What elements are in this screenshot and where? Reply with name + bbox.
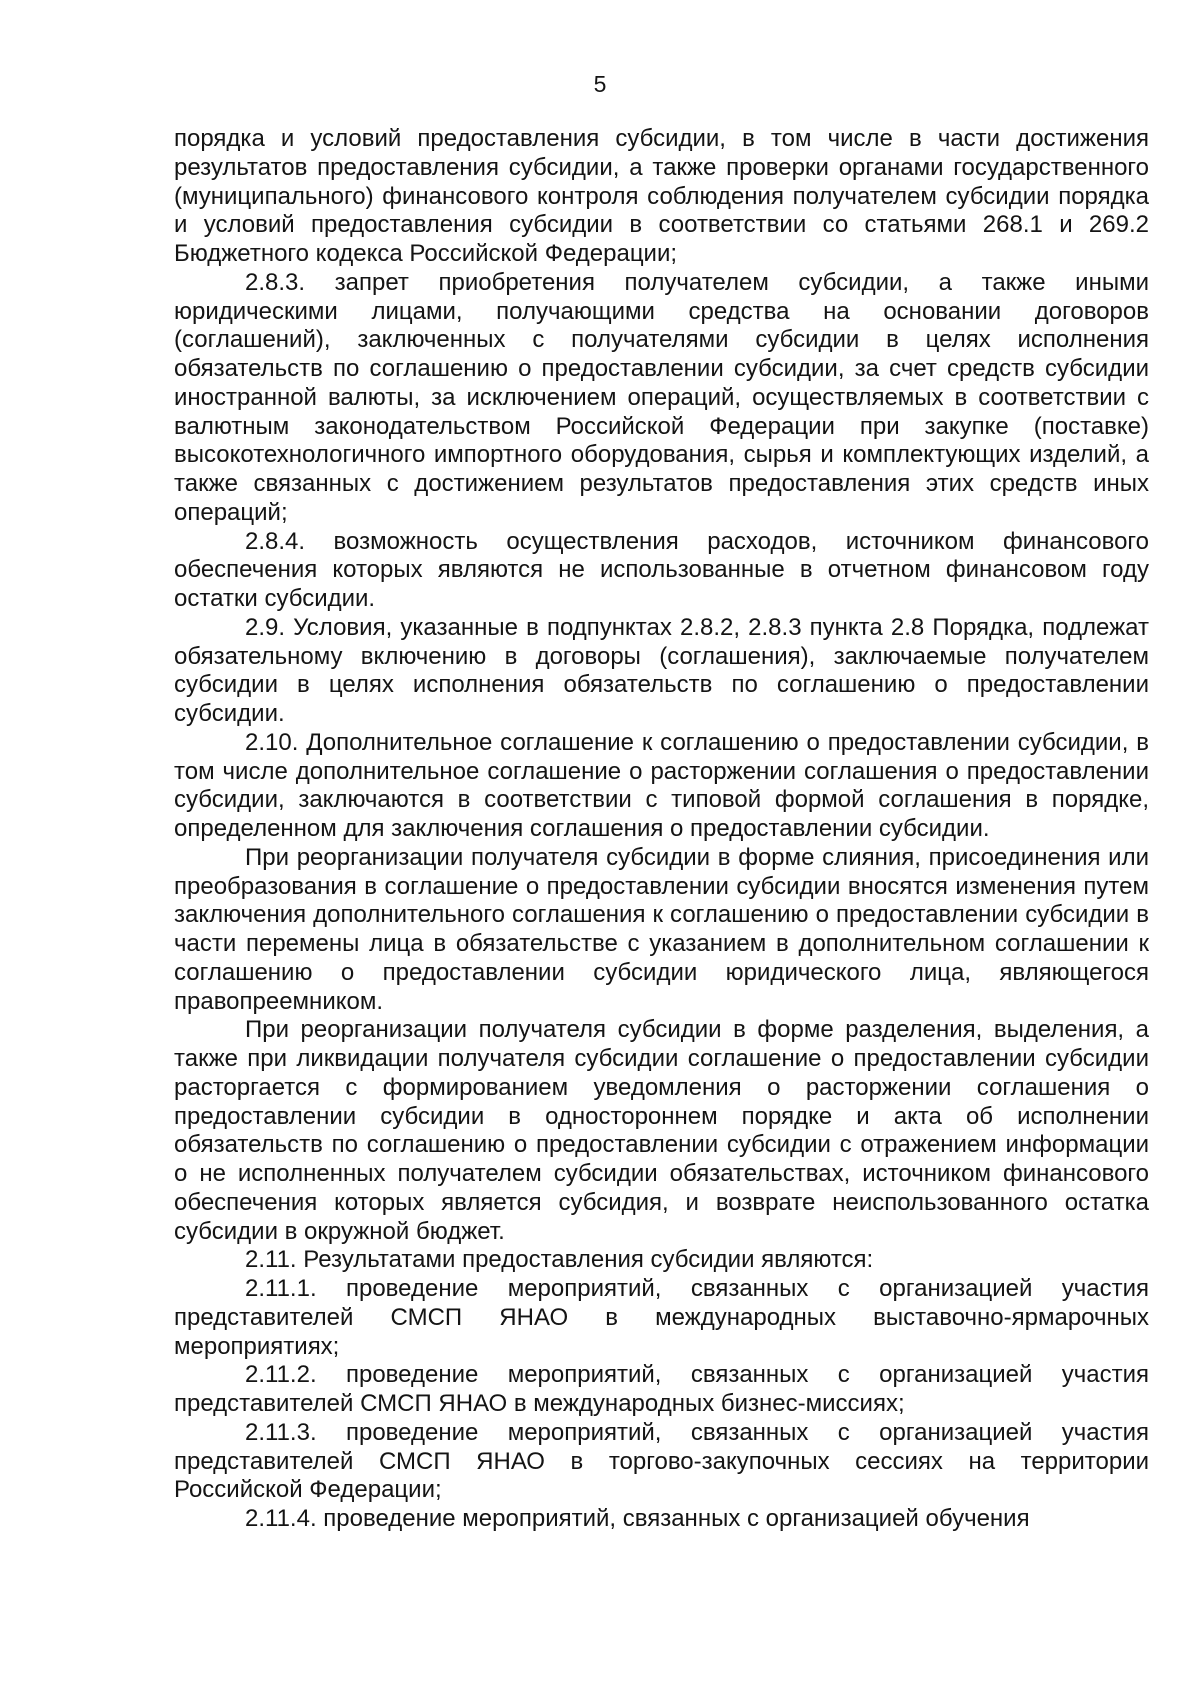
paragraph-2-10: 2.10. Дополнительное соглашение к соглашению о предоставлении субсидии, в том числе дополнительное соглашение о расторжении соглашения о предоставлении субсидии, заключаются в соответствии с типовой формой соглашения в порядке, определенном для заключения соглашения о предоставлении субсидии. (174, 728, 1149, 842)
paragraph-2-11-1: 2.11.1. проведение мероприятий, связанных с организацией участия представителей СМСП ЯНАО в международных выставочно-ярмарочных мероприятиях; (174, 1275, 1149, 1360)
paragraph-2-8-4: 2.8.4. возможность осуществления расходов, источником финансового обеспечения которых являются не использованные в отчетном финансовом году остатки субсидии. (174, 527, 1149, 612)
page-number: 5 (593, 71, 607, 97)
paragraph-2-11-3: 2.11.3. проведение мероприятий, связанных с организацией участия представителей СМСП ЯНАО в торгово-закупочных сессиях на территории Российской Федерации; (174, 1418, 1149, 1504)
paragraph-2-11-4: 2.11.4. проведение мероприятий, связанных с организацией обучения (245, 1505, 1030, 1532)
paragraph-2-11: 2.11. Результатами предоставления субсидии являются: (245, 1246, 874, 1274)
paragraph-2-11-2: 2.11.2. проведение мероприятий, связанных с организацией участия представителей СМСП ЯНАО в международных бизнес-миссиях; (174, 1361, 1149, 1417)
paragraph-2-9: 2.9. Условия, указанные в подпунктах 2.8.2, 2.8.3 пункта 2.8 Порядка, подлежат обязательному включению в договоры (соглашения), заключаемые получателем субсидии в целях исполнения обязательств по соглашению о предоставлении субсидии. (174, 613, 1149, 727)
paragraph-reorganization-merger: При реорганизации получателя субсидии в форме слияния, присоединения или преобразования в соглашение о предоставлении субсидии вносятся изменения путем заключения дополнительного соглашения к соглашению о предоставлении субсидии в части перемены лица в обязательстве с указанием в дополнительном соглашении к соглашению о предоставлении субсидии юридического лица, являющегося правопреемником. (174, 843, 1149, 1015)
paragraph-2-8-3: 2.8.3. запрет приобретения получателем субсидии, а также иными юридическими лицами, получающими средства на основании договоров (соглашений), заключенных с получателями субсидии в целях исполнения обязательств по соглашению о предоставлении субсидии, за счет средств субсидии иностранной валюты, за исключением операций, осуществляемых в соответствии с валютным законодательством Российской Федерации при закупке (поставке) высокотехнологичного импортного оборудования, сырья и комплектующих изделий, а также связанных с достижением результатов предоставления этих средств иных операций; (174, 268, 1149, 526)
paragraph-continuation: порядка и условий предоставления субсидии, в том числе в части достижения результатов предоставления субсидии, а также проверки органами государственного (муниципального) финансового контроля соблюдения получателем субсидии порядка и условий предоставления субсидии в соответствии со статьями 268.1 и 269.2 Бюджетного кодекса Российской Федерации; (174, 125, 1149, 267)
paragraph-reorganization-division: При реорганизации получателя субсидии в форме разделения, выделения, а также при ликвидации получателя субсидии соглашение о предоставлении субсидии расторгается с формированием уведомления о расторжении соглашения о предоставлении субсидии в одностороннем порядке и акта об исполнении обязательств по соглашению о предоставлении субсидии с отражением информации о не исполненных получателем субсидии обязательствах, источником финансового обеспечения которых является субсидия, и возврате неиспользованного остатка субсидии в окружной бюджет. (174, 1016, 1149, 1245)
document-body (174, 125, 1149, 1534)
